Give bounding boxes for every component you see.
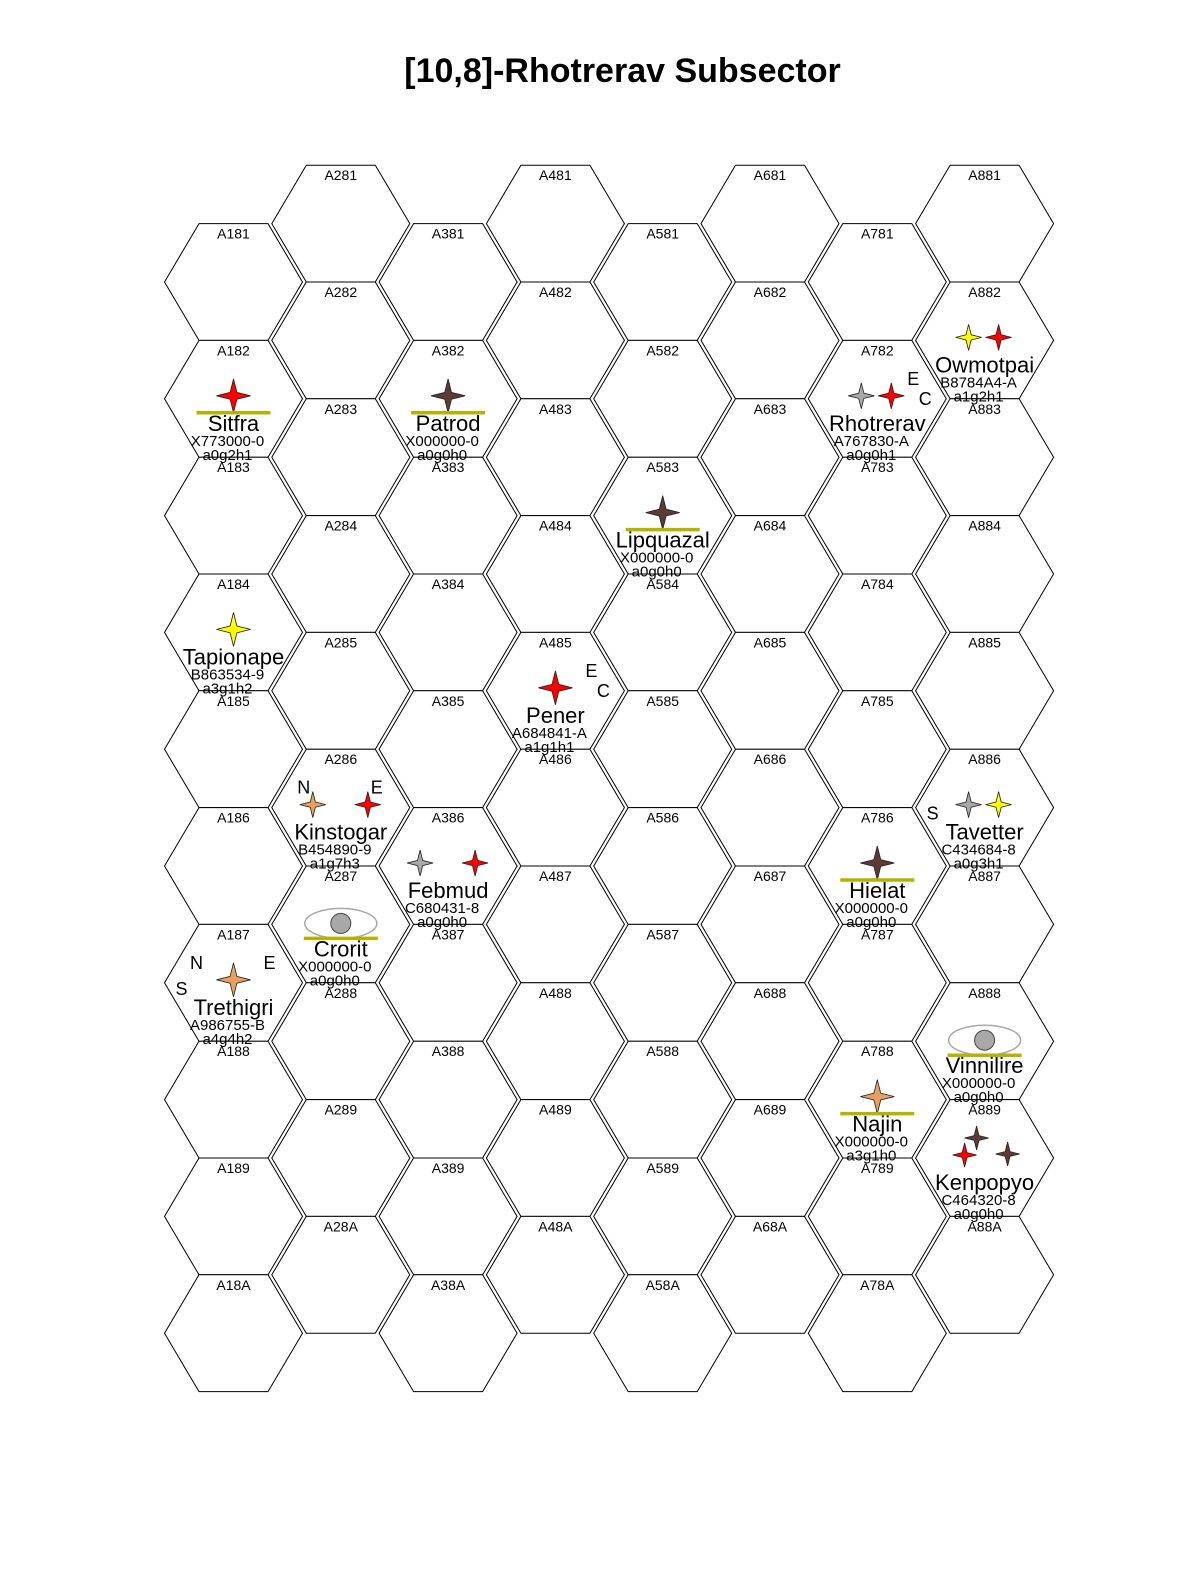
hex-code-label: A383 (431, 459, 465, 476)
world-uwp: A767830-A (833, 432, 909, 450)
hex-code-label: A881 (968, 167, 1001, 184)
world-name: Sitfra (207, 410, 260, 436)
hex-code-label: A584 (646, 576, 680, 592)
hex-code-label: A484 (539, 517, 572, 534)
hex-code-label: A185 (217, 692, 250, 709)
hex-code-label: A381 (431, 225, 465, 242)
hex-code-label: A681 (753, 167, 787, 184)
world-uwp: B454890-9 (298, 841, 372, 859)
hex-code-label: A889 (968, 1101, 1001, 1118)
world-uwp: X773000-0 (190, 432, 265, 450)
world-uwp: C434684-8 (941, 841, 1016, 859)
hex-code-label: A785 (860, 692, 894, 709)
world-flag: E (907, 368, 920, 389)
hex-code-label: A781 (860, 225, 894, 242)
hex-code-label: A285 (324, 634, 358, 651)
world-uwp: X000000-0 (619, 549, 694, 567)
hex-code-label: A18A (216, 1276, 251, 1293)
world-code: a1g1h1 (524, 738, 575, 756)
hex-code-label: A187 (217, 926, 250, 943)
world-code: a1g7h3 (309, 855, 360, 873)
world-flag: C (918, 388, 932, 409)
world-name: Owmotpai (935, 352, 1035, 378)
world-name: Crorit (313, 936, 368, 962)
hex-code-label: A884 (968, 517, 1001, 534)
world-uwp: C680431-8 (404, 900, 480, 917)
world-name: Patrod (415, 410, 481, 436)
hex-code-label: A385 (431, 692, 465, 709)
world-code: a0g0h0 (417, 914, 468, 931)
hex-code-label: A483 (539, 400, 572, 417)
hex-code-label: A582 (646, 342, 680, 359)
world-name: Lipquazal (615, 527, 710, 553)
map-title: [10,8]-Rhotrerav Subsector (404, 52, 841, 90)
hex-code-label: A184 (217, 576, 250, 592)
world-code: a0g0h0 (953, 1089, 1004, 1107)
hex-code-label: A886 (968, 751, 1001, 768)
world-name: Hielat (849, 878, 906, 903)
hex-code-label: A486 (539, 751, 572, 768)
hex-code-label: A286 (324, 751, 358, 768)
hex-code-label: A182 (217, 342, 250, 359)
world-flag: E (263, 952, 276, 973)
hex-code-label: A687 (753, 868, 787, 884)
hex-code-label: A882 (968, 284, 1001, 300)
hex-code-label: A386 (431, 809, 465, 826)
hex-code-label: A487 (539, 868, 572, 884)
hex-code-label: A685 (753, 634, 787, 651)
hex-code-label: A68A (752, 1218, 788, 1235)
world-flag: N (190, 952, 203, 973)
world-uwp: A986755-B (189, 1016, 266, 1034)
world-name: Najin (852, 1111, 903, 1137)
world-code: a3g1h2 (202, 680, 253, 698)
world-name: Pener (526, 702, 585, 728)
world-flag: S (175, 978, 188, 999)
hex-code-label: A288 (324, 984, 358, 1001)
world-code: a4g4h2 (202, 1030, 253, 1048)
planet-icon (975, 1030, 995, 1050)
hex-code-label: A186 (217, 809, 250, 826)
world-flag: C (596, 680, 610, 701)
hex-code-label: A587 (646, 926, 680, 943)
world-code: a0g0h0 (631, 563, 682, 581)
hex-code-label: A284 (324, 517, 358, 534)
hex-code-label: A887 (968, 868, 1001, 884)
world-flag: E (585, 660, 598, 681)
hex-code-label: A384 (431, 576, 465, 592)
hex-code-label: A281 (324, 167, 358, 184)
hex-code-label: A283 (324, 400, 358, 417)
hex-code-label: A689 (753, 1101, 787, 1118)
hex-code-label: A588 (646, 1043, 680, 1060)
world-uwp: X000000-0 (405, 432, 479, 450)
hex-code-label: A382 (431, 342, 465, 359)
hex-code-label: A289 (324, 1101, 358, 1118)
world-code: a1g2h1 (953, 388, 1004, 406)
hex-code-label: A482 (539, 284, 572, 300)
hex-code-label: A387 (431, 926, 465, 943)
world-code: a0g0h0 (417, 446, 468, 464)
hex-code-label: A583 (646, 459, 680, 476)
hex-code-label: A589 (646, 1160, 680, 1176)
hex-code-label: A883 (968, 400, 1001, 417)
hex-code-label: A683 (753, 400, 787, 417)
hex-code-label: A88A (967, 1218, 1002, 1235)
hex-code-label: A183 (217, 459, 250, 476)
hex-code-label: A189 (217, 1160, 250, 1176)
world-uwp: X000000-0 (298, 958, 372, 976)
world-name: Tapionape (182, 644, 285, 670)
hex-code-label: A885 (968, 634, 1001, 651)
hex-code-label: A28A (323, 1218, 358, 1235)
world-code: a0g0h1 (846, 446, 897, 464)
hex-code-label: A481 (539, 167, 572, 184)
world-name: Kenpopyo (935, 1170, 1035, 1195)
world-code: a0g0h0 (846, 914, 897, 931)
world-uwp: B863534-9 (190, 666, 265, 684)
world-name: Febmud (407, 878, 489, 903)
world-uwp: C464320-8 (941, 1192, 1016, 1209)
world-name: Trethigri (193, 994, 274, 1020)
hex-code-label: A287 (324, 868, 358, 884)
hex-code-label: A686 (753, 751, 787, 768)
hex-code-label: A784 (860, 576, 894, 592)
hex-code-label: A58A (645, 1276, 680, 1293)
world-flag: N (297, 777, 311, 798)
world-uwp: X000000-0 (834, 1133, 909, 1151)
hex-code-label: A389 (431, 1160, 465, 1176)
hex-code-label: A787 (860, 926, 894, 943)
hex-code-label: A782 (860, 342, 894, 359)
hex-code-label: A586 (646, 809, 680, 826)
hex-code-label: A388 (431, 1043, 465, 1060)
hex-code-label: A786 (860, 809, 894, 826)
world-uwp: A684841-A (511, 724, 587, 742)
world-code: a0g0h0 (309, 972, 360, 990)
world-name: Rhotrerav (829, 410, 926, 436)
hex-code-label: A783 (860, 459, 894, 476)
hex-code-label: A48A (538, 1218, 573, 1235)
hex-code-label: A688 (753, 984, 787, 1001)
world-flag: E (370, 777, 383, 798)
hex-code-label: A581 (646, 225, 680, 242)
hex-code-label: A489 (539, 1101, 572, 1118)
world-code: a3g1h0 (846, 1147, 897, 1165)
world-name: Kinstogar (294, 819, 388, 845)
world-code: a0g2h1 (202, 446, 253, 464)
planet-icon (331, 913, 351, 933)
hex-code-label: A488 (539, 984, 572, 1001)
hex-code-label: A485 (539, 634, 572, 651)
hex-code-label: A788 (860, 1043, 894, 1060)
world-code: a0g0h0 (953, 1206, 1004, 1223)
world-flag: S (926, 803, 939, 824)
hex-code-label: A684 (753, 517, 787, 534)
hex-code-label: A585 (646, 692, 680, 709)
hex-code-label: A78A (860, 1276, 895, 1293)
hex-code-label: A888 (968, 984, 1001, 1001)
world-uwp: X000000-0 (834, 900, 909, 917)
hex-code-label: A181 (217, 225, 250, 242)
world-uwp: X000000-0 (941, 1075, 1016, 1093)
hex-code-label: A188 (217, 1043, 250, 1060)
world-name: Vinnilire (945, 1053, 1024, 1079)
world-code: a0g3h1 (953, 855, 1004, 873)
hex-code-label: A282 (324, 284, 358, 300)
world-uwp: B8784A4-A (940, 374, 1017, 392)
world-name: Tavetter (945, 819, 1024, 845)
hex-code-label: A789 (860, 1160, 894, 1176)
hex-code-label: A38A (430, 1276, 466, 1293)
hex-code-label: A682 (753, 284, 787, 300)
